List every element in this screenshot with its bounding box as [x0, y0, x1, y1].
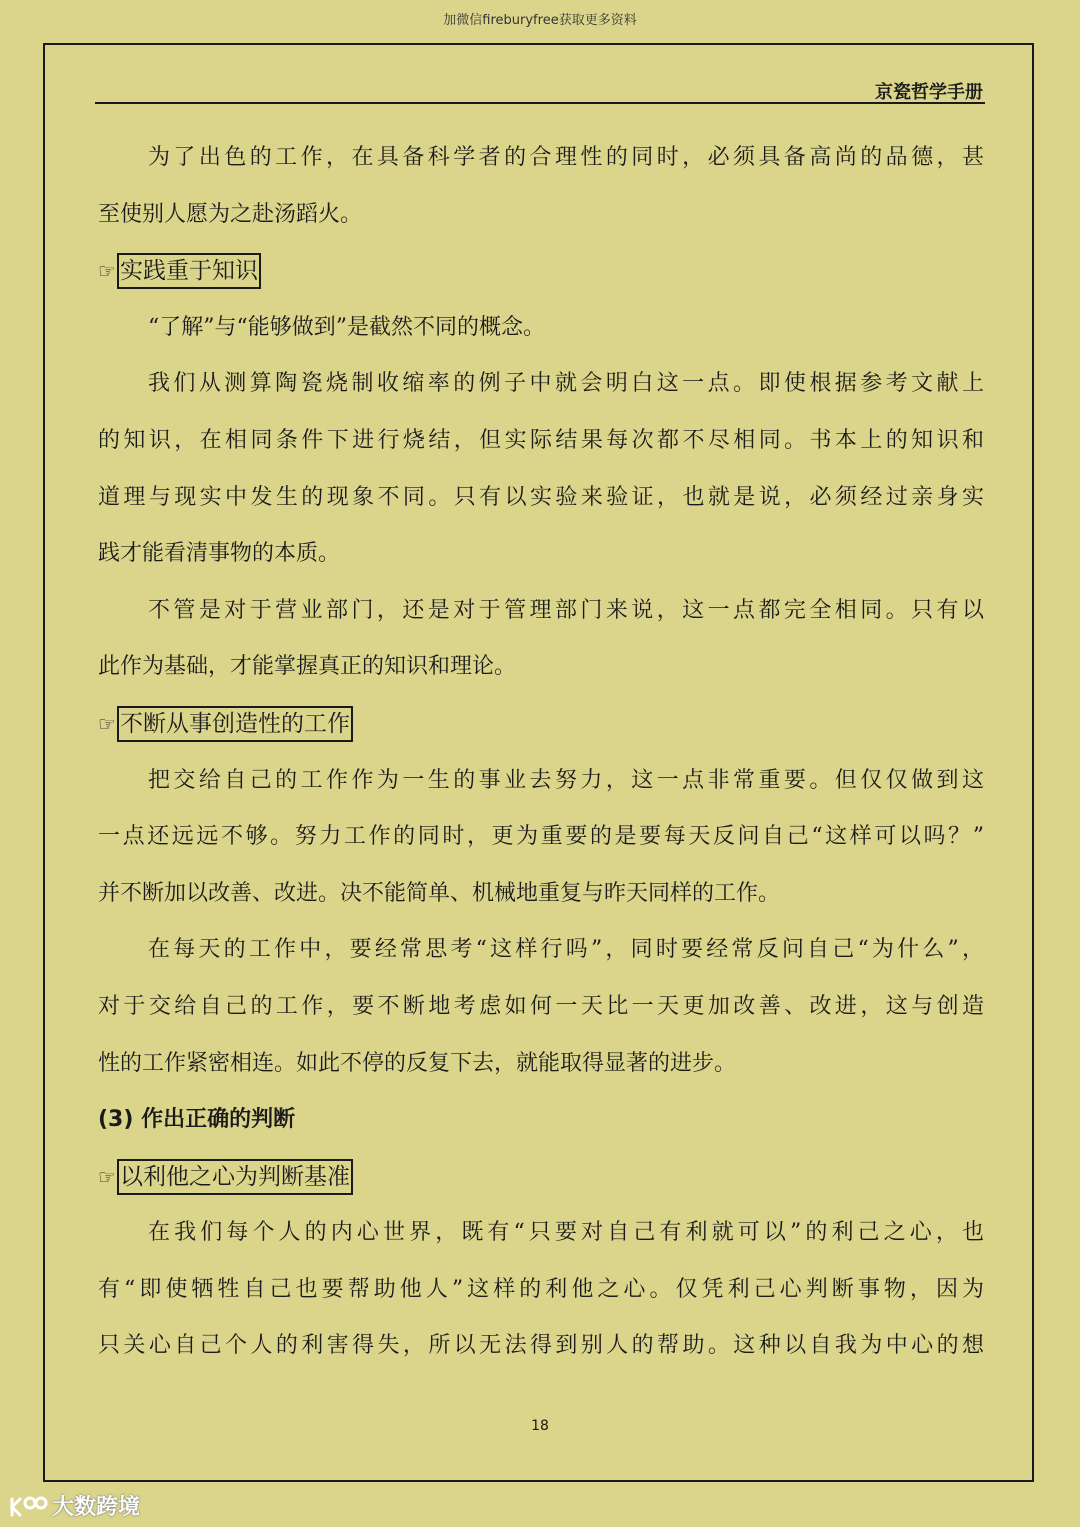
text-line: 有“即使牺牲自己也要帮助他人”这样的利他之心。仅凭利己心判断事物，因为 — [98, 1276, 984, 1302]
top-watermark: 加微信fireburyfree获取更多资料 — [443, 13, 637, 28]
text-line: 在我们每个人的内心世界，既有“只要对自己有利就可以”的利己之心，也 — [148, 1220, 984, 1246]
text-line: 并不断加以改善、改进。决不能简单、机械地重复与昨天同样的工作。 — [98, 880, 781, 906]
subheading-practice — [98, 243, 984, 300]
subheading-text: 以利他之心为判断基准 — [117, 1159, 353, 1195]
text-line: 至使别人愿为之赴汤蹈火。 — [98, 201, 363, 227]
text-line: 践才能看清事物的本质。 — [98, 541, 341, 567]
text-line: 的知识，在相同条件下进行烧结，但实际结果每次都不尽相同。书本上的知识和 — [98, 427, 984, 453]
text-line: 性的工作紧密相连。如此不停的反复下去，就能取得显著的进步。 — [98, 1050, 737, 1076]
text-line: 道理与现实中发生的现象不同。只有以实验来验证，也就是说，必须经过亲身实 — [98, 484, 984, 510]
subheading-text: 不断从事创造性的工作 — [117, 706, 353, 742]
text-line: 在每天的工作中，要经常思考“这样行吗”，同时要经常反问自己“为什么”， — [148, 937, 984, 963]
header-rule — [95, 102, 985, 104]
brand-text: 大数跨境 — [52, 1495, 141, 1520]
page-number: 18 — [531, 1418, 549, 1434]
text-line: 对于交给自己的工作，要不断地考虑如何一天比一天更加改善、改进，这与创造 — [98, 993, 984, 1019]
subheading-altruism — [98, 1149, 984, 1206]
text-line: 一点还远远不够。努力工作的同时，更为重要的是要每天反问自己“这样可以吗？” — [98, 824, 984, 850]
text-line: 此作为基础，才能掌握真正的知识和理论。 — [98, 654, 517, 680]
text-line: 我们从测算陶瓷烧制收缩率的例子中就会明白这一点。即使根据参考文献上 — [148, 371, 984, 397]
pointing-hand-icon: ☞ — [98, 259, 116, 284]
header-title: 京瓷哲学手册 — [875, 82, 983, 103]
pointing-hand-icon: ☞ — [98, 712, 116, 737]
text-line: 只关心自己个人的利害得失，所以无法得到别人的帮助。这种以自我为中心的想 — [98, 1333, 984, 1359]
brand-watermark — [8, 1490, 140, 1521]
subheading-text: 实践重于知识 — [117, 253, 261, 289]
text-line: 为了出色的工作，在具备科学者的合理性的同时，必须具备高尚的品德，甚 — [148, 145, 984, 170]
subheading-creative-work — [98, 696, 984, 753]
text-line: 把交给自己的工作作为一生的事业去努力，这一点非常重要。但仅仅做到这 — [148, 767, 984, 793]
text-line: “了解”与“能够做到”是截然不同的概念。 — [148, 314, 545, 340]
section-heading: (3) 作出正确的判断 — [98, 1107, 296, 1133]
brand-logo-icon — [8, 1493, 48, 1519]
pointing-hand-icon: ☞ — [98, 1164, 116, 1189]
text-line: 不管是对于营业部门，还是对于管理部门来说，这一点都完全相同。只有以 — [148, 597, 984, 623]
page-content — [98, 130, 984, 1375]
